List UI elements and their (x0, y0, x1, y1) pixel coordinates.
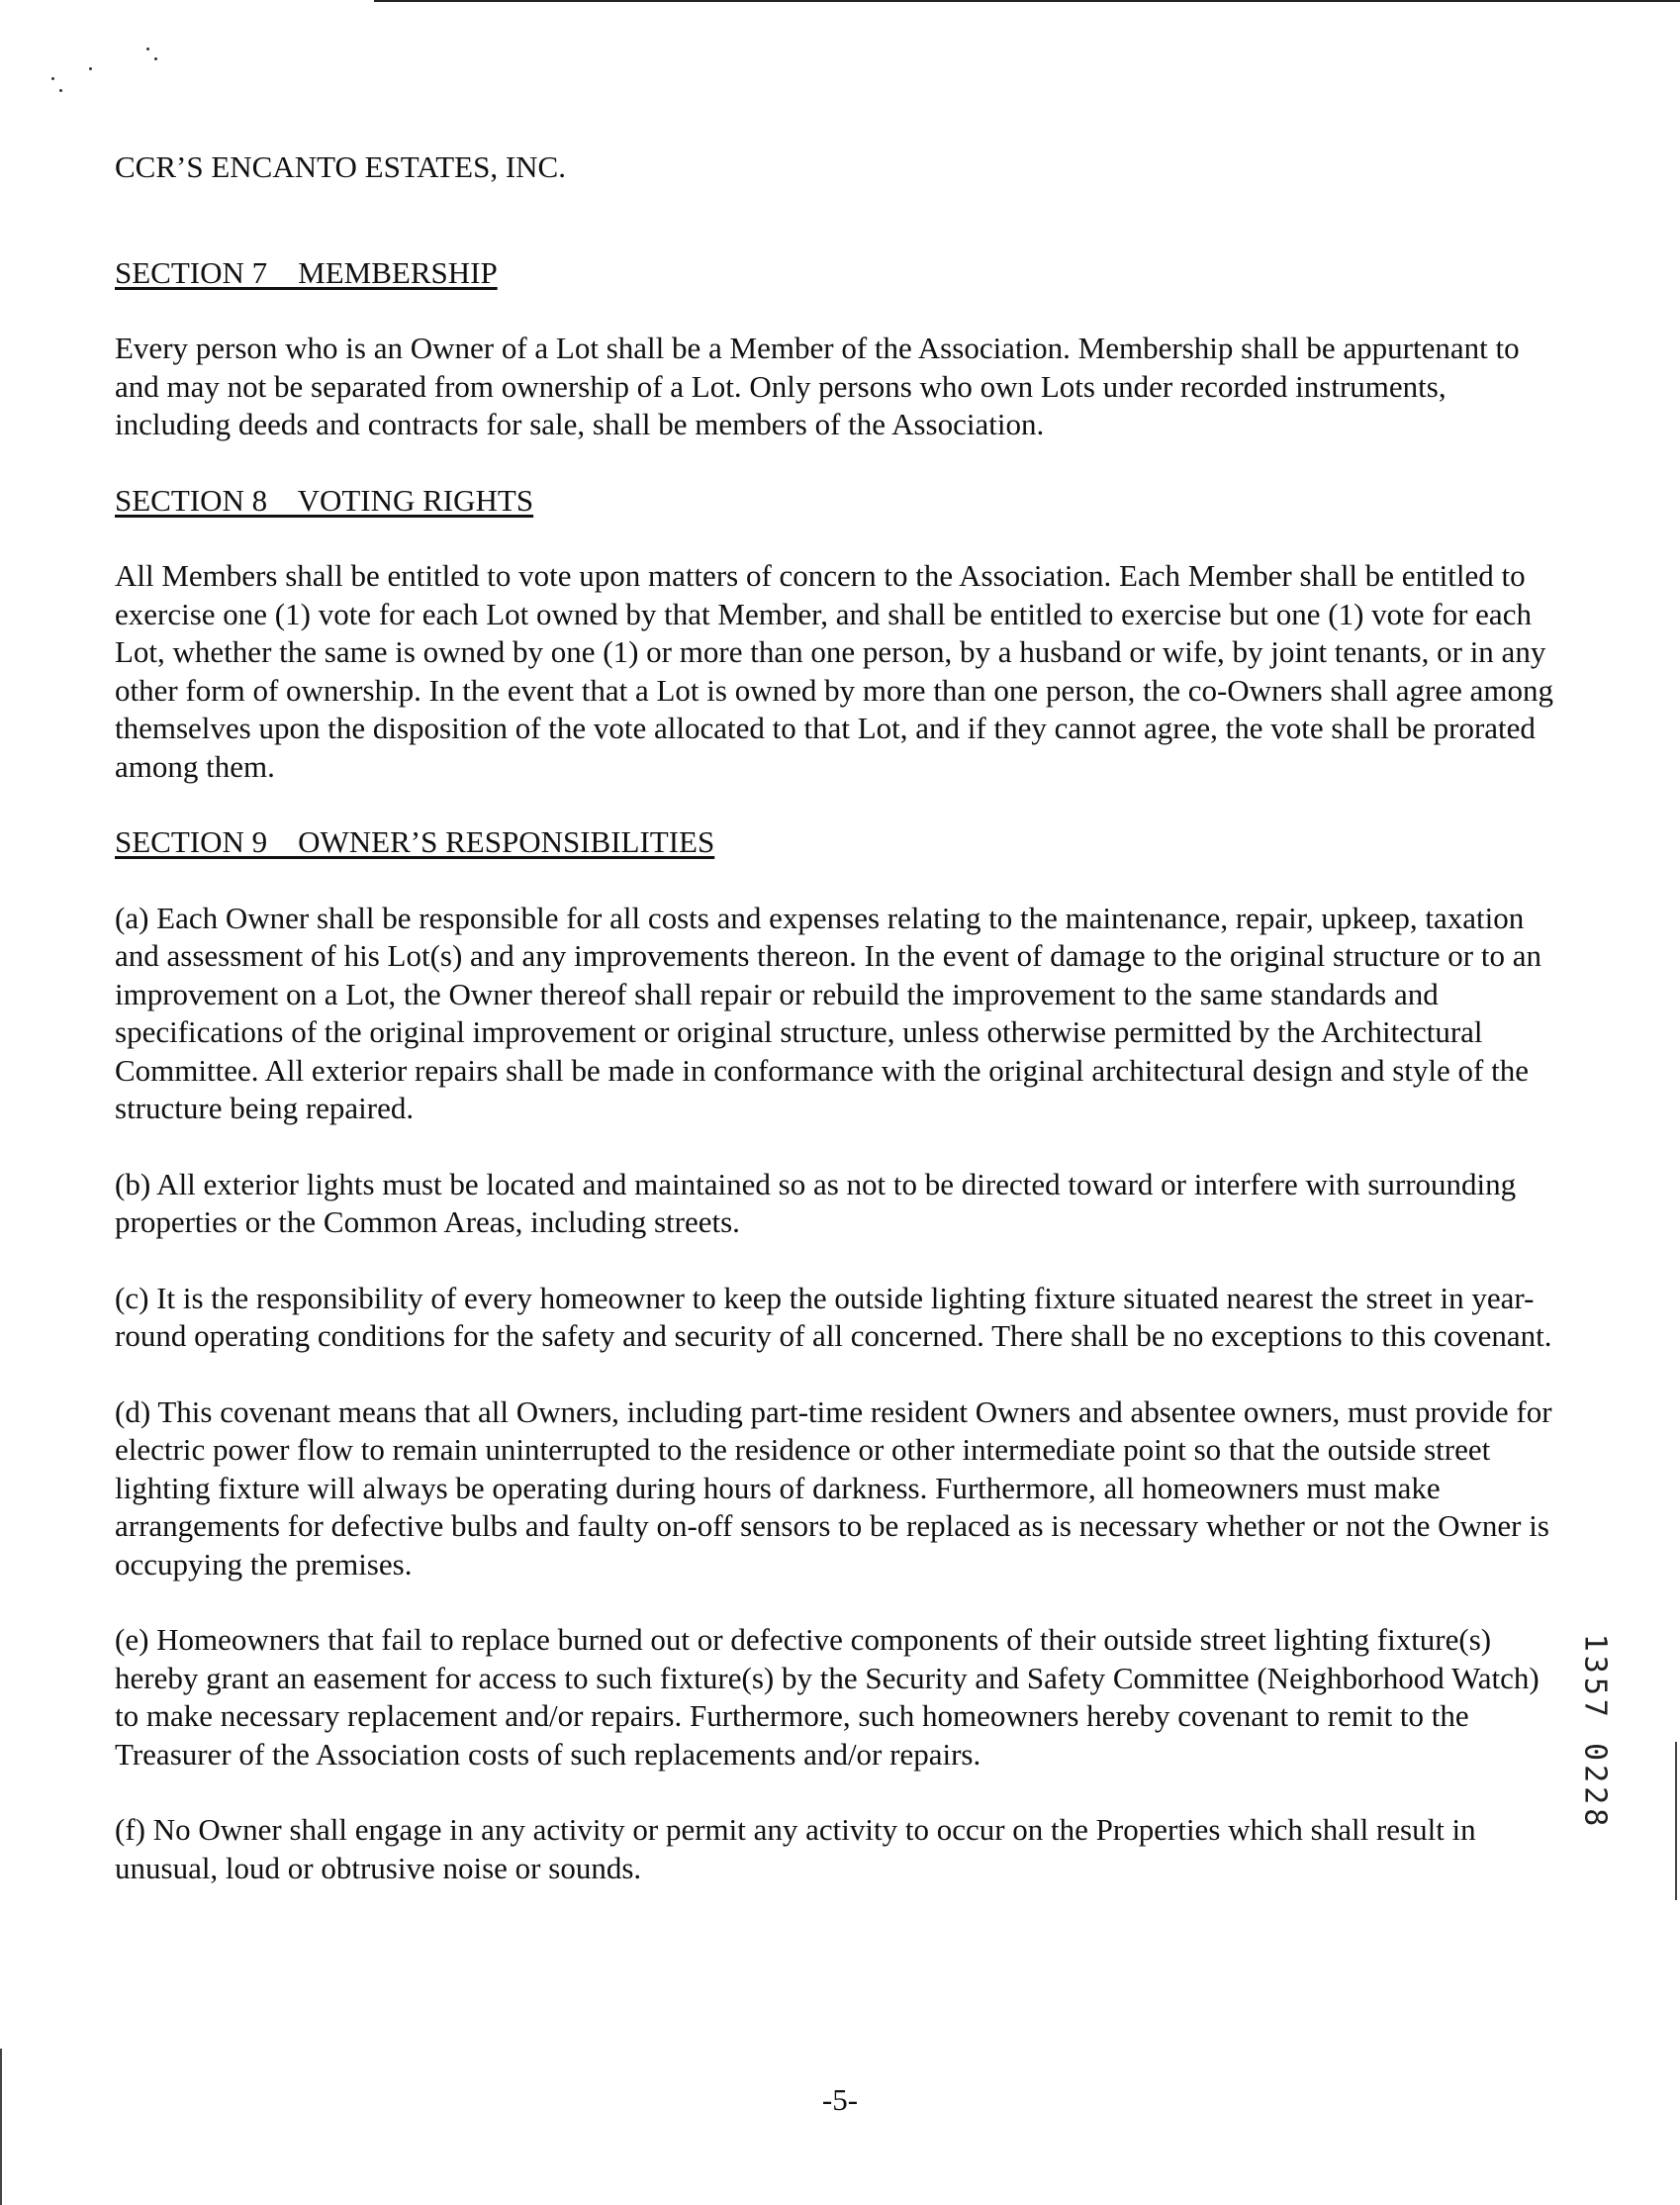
section-8 (115, 482, 1569, 787)
scan-speck (154, 57, 157, 60)
paragraph: All Members shall be entitled to vote upon matters of concern to the Association. Each Member shall be entitled to exercise one (1) vote for each Lot owned by that Member, and shall be entitled to exercise but one (1) vote for each Lot, whether the same is owned by one (1) or more than one person, by a husband or wife, by joint tenants, or in any other form of ownership. In the event that a Lot is owned by more than one person, the co-Owners shall agree among themselves upon the disposition of the vote allocated to that Lot, and if they cannot agree, the vote shall be prorated among them. (115, 558, 1553, 784)
section-heading: SECTION 9 OWNER’S RESPONSIBILITIES (115, 824, 715, 859)
scan-speck (59, 89, 62, 92)
document-page (115, 148, 1569, 1925)
paragraph-e: (e) Homeowners that fail to replace burned out or defective components of their outside street lighting fixture(s) hereby grant an easement for access to such fixture(s) by the Security and Safety Committee (Neighborhood Watch) to make necessary replacement and/or repairs. Furthermore, such homeowners hereby covenant to remit to the Treasurer of the Association costs of such replacements and/or repairs. (115, 1622, 1540, 1772)
section-heading: SECTION 7 MEMBERSHIP (115, 254, 498, 290)
paragraph-f: (f) No Owner shall engage in any activity or permit any activity to occur on the Properties which shall result in unusual, loud or obtrusive noise or sounds. (115, 1812, 1476, 1885)
section-9 (115, 823, 1569, 1887)
scan-speck (146, 48, 149, 50)
paragraph-d: (d) This covenant means that all Owners, including part-time resident Owners and absentee owners, must provide for electric power flow to remain uninterrupted to the residence or other intermediate point so that the outside street lighting fixture will always be operating during hours of darkness. Furthermore, all homeowners must make arrangements for defective bulbs and faulty on-off sensors to be replaced as is necessary whether or not the Owner is occupying the premises. (115, 1393, 1552, 1582)
recording-stamp (1575, 1593, 1615, 1870)
paragraph-b: (b) All exterior lights must be located and maintained so as not to be directed toward or interfere with surrounding properties or the Common Areas, including streets. (115, 1166, 1517, 1239)
top-border-rule (374, 0, 1680, 2)
paragraph-c: (c) It is the responsibility of every homeowner to keep the outside lighting fixture situated nearest the street in year-round operating conditions for the safety and security of all concerned. There shall be no exceptions to this covenant. (115, 1280, 1552, 1353)
section-heading: SECTION 8 VOTING RIGHTS (115, 482, 534, 518)
section-7 (115, 254, 1569, 444)
paragraph: Every person who is an Owner of a Lot shall be a Member of the Association. Membership shall be appurtenant to and may not be separated from ownership of a Lot. Only persons who own Lots under recorded instruments, including deeds and contracts for sale, shall be members of the Association. (115, 331, 1520, 441)
scan-speck (89, 67, 92, 70)
margin-line (0, 2049, 2, 2205)
document-header: CCR’S ENCANTO ESTATES, INC. (115, 149, 566, 184)
recording-stamp-text: 1357 0228 (1577, 1633, 1613, 1831)
paragraph-a: (a) Each Owner shall be responsible for all costs and expenses relating to the maintenance, repair, upkeep, taxation and assessment of his Lot(s) and any improvements thereon. In the event of damage to the original structure or to an improvement on a Lot, the Owner thereof shall repair or rebuild the improvement to the same standards and specifications of the original improvement or original structure, unless otherwise permitted by the Architectural Committee. All exterior repairs shall be made in conformance with the original architectural design and style of the structure being repaired. (115, 900, 1541, 1125)
scan-speck (51, 77, 54, 80)
margin-line (1675, 1742, 1677, 1900)
page-number: -5- (821, 2082, 859, 2117)
